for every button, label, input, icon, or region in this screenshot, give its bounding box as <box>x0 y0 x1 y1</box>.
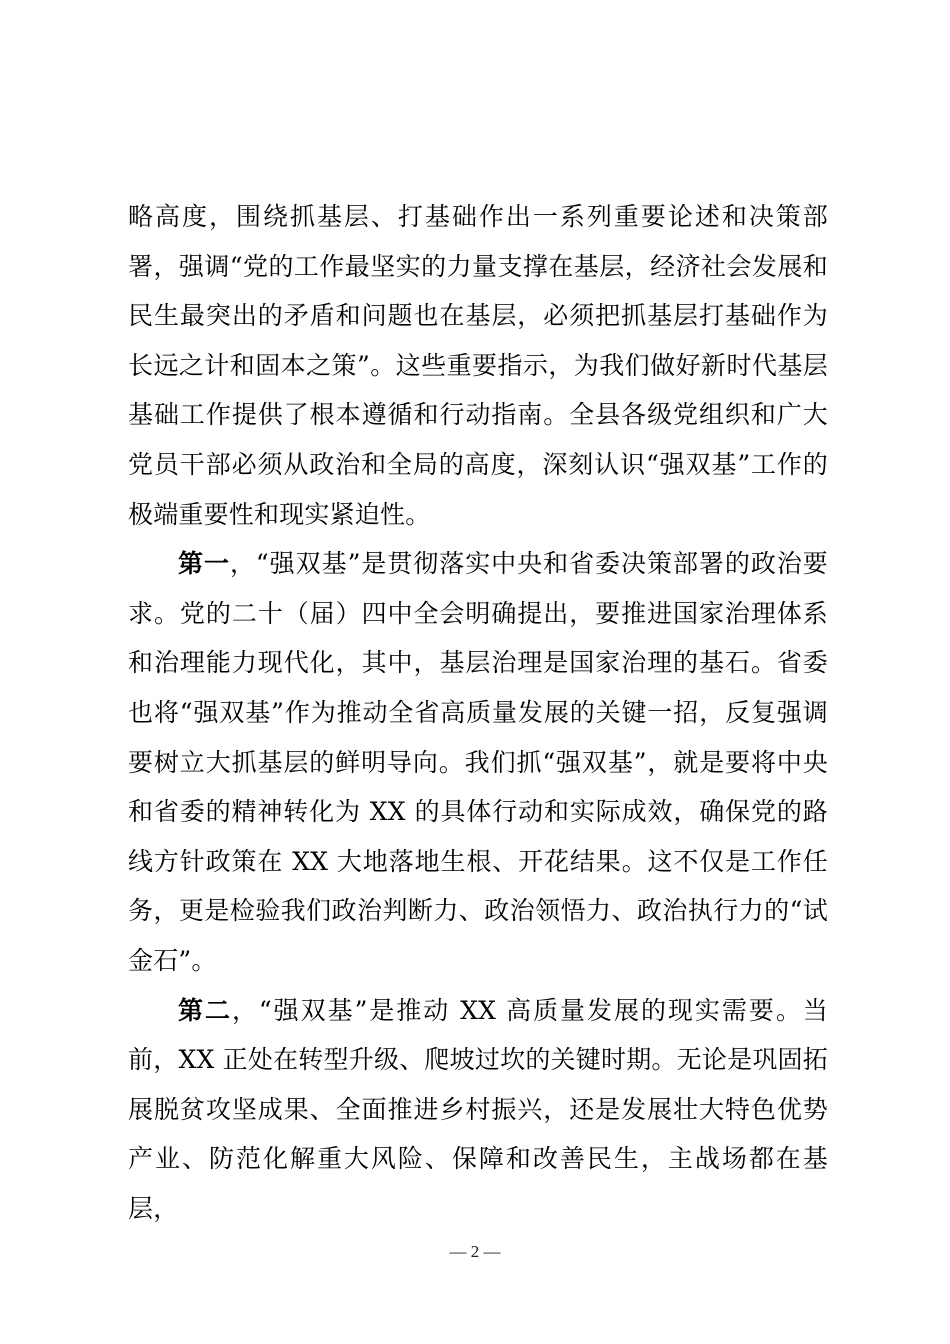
page-number: — 2 — <box>449 1242 501 1261</box>
paragraph-second-point <box>128 986 828 1234</box>
paragraph-text: ，“强双基”是推动 XX 高质量发展的现实需要。当前，XX 正处在转型升级、爬坡过坎的关键时期。无论是巩固拓展脱贫攻坚成果、全面推进乡村振兴，还是发展壮大特色优势产业、防范化解重大风险、保障和改善民生，主战场都在基层， <box>128 995 828 1223</box>
paragraph-continuation <box>128 192 828 539</box>
paragraph-text: 略高度，围绕抓基层、打基础作出一系列重要论述和决策部署，强调“党的工作最坚实的力量支撑在基层，经济社会发展和民生最突出的矛盾和问题也在基层，必须把抓基层打基础作为长远之计和固本之策”。这些重要指示，为我们做好新时代基层基础工作提供了根本遵循和行动指南。全县各级党组织和广大党员干部必须从政治和全局的高度，深刻认识“强双基”工作的极端重要性和现实紧迫性。 <box>128 202 828 529</box>
document-body <box>128 192 828 1233</box>
paragraph-lead: 第一 <box>178 549 230 579</box>
paragraph-lead: 第二 <box>178 995 232 1025</box>
paragraph-text: ，“强双基”是贯彻落实中央和省委决策部署的政治要求。党的二十（届）四中全会明确提出，要推进国家治理体系和治理能力现代化，其中，基层治理是国家治理的基石。省委也将“强双基”作为推动全省高质量发展的关键一招，反复强调要树立大抓基层的鲜明导向。我们抓“强双基”，就是要将中央和省委的精神转化为 XX 的具体行动和实际成效，确保党的路线方针政策在 XX 大地落地生根、开花结果。这不仅是工作任务，更是检验我们政治判断力、政治领悟力、政治执行力的“试金石”。 <box>128 549 828 975</box>
paragraph-first-point <box>128 539 828 985</box>
